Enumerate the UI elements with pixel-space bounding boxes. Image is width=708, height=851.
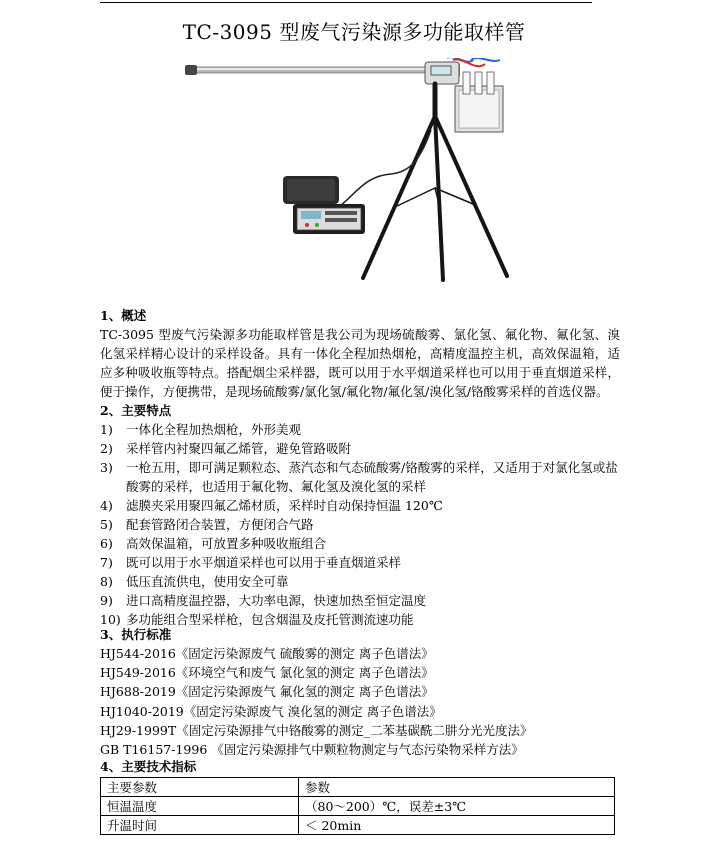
table-header-row [101,778,615,797]
list-item: 7) 既可以用于水平烟道采样也可以用于垂直烟道采样 [100,555,402,570]
features-list [100,420,620,629]
overview-heading: 1、概述 [100,308,147,323]
table-cell: 升温时间 [101,816,299,835]
standard-item: HJ29-1999T《固定污染源排气中铬酸雾的测定_二苯基碳酰二肼分光光度法》 [100,722,533,738]
specs-heading: 4、主要技术指标 [100,759,197,774]
table-row [101,797,615,816]
table-cell: （80～200）℃，误差±3℃ [299,797,615,816]
page-title: TC-3095 型废气污染源多功能取样管 [182,20,526,44]
section-standards [100,625,620,759]
standards-heading: 3、执行标准 [100,627,172,642]
table-header-cell: 主要参数 [101,778,299,797]
section-features [100,401,620,629]
standard-item: HJ688-2019《固定污染源废气 氟化氢的测定 离子色谱法》 [100,684,434,700]
list-item: 6) 高效保温箱，可放置多种吸收瓶组合 [100,536,327,551]
list-item: 1) 一体化全程加热烟枪，外形美观 [100,422,302,437]
table-header-cell: 参数 [299,778,615,797]
standard-item: HJ549-2016《环境空气和废气 氯化氢的测定 离子色谱法》 [100,665,434,681]
standard-item: HJ1040-2019《固定污染源废气 溴化氢的测定 离子色谱法》 [100,703,442,719]
section-overview [100,306,620,401]
features-heading: 2、主要特点 [100,403,172,418]
standard-item: GB T16157-1996 《固定污染源排气中颗粒物测定与气态污染物采样方法》 [100,742,524,758]
table-row [101,816,615,835]
list-item: 10) 多功能组合型采样枪，包含烟温及皮托管测流速功能 [100,612,414,627]
product-image [185,58,530,283]
list-item: 8) 低压直流供电，使用安全可靠 [100,574,289,589]
list-item: 4) 滤膜夹采用聚四氟乙烯材质，采样时自动保持恒温 120℃ [100,498,443,513]
spec-table [100,777,615,835]
list-item: 9) 进口高精度温控器，大功率电源，快速加热至恒定温度 [100,593,427,608]
list-item: 5) 配套管路闭合装置，方便闭合气路 [100,517,314,532]
table-cell: 恒温温度 [101,797,299,816]
header-rule [100,2,592,3]
section-specs [100,757,620,835]
table-cell: ＜ 20min [299,816,615,835]
list-item: 3) 一枪五用，即可满足颗粒态、蒸汽态和气态硫酸雾/铬酸雾的采样，又适用于对氯化氢或盐酸雾的采样，也适用于氟化物、氟化氢及溴化氢的采样 [100,460,618,494]
list-item: 2) 采样管内衬聚四氟乙烯管，避免管路吸附 [100,441,352,456]
standard-item: HJ544-2016《固定污染源废气 硫酸雾的测定 离子色谱法》 [100,646,434,661]
insulated-box-icon [455,72,503,132]
overview-paragraph: TC-3095 型废气污染源多功能取样管是我公司为现场硫酸雾、氯化氢、氟化物、氟化氢、溴化氢采样精心设计的采样设备。具有一体化全程加热烟枪，高精度温控主机，高效保温箱，适应多种吸收瓶等特点。搭配烟尘采样器，既可以用于水平烟道采样也可以用于垂直烟道采样，便于操作，方便携带，是现场硫酸雾/氯化氢/氟化物/氟化氢/溴化氢/铬酸雾采样的首选仪器。 [100,327,620,399]
control-case-icon [283,176,365,234]
sampling-probe-icon [185,63,460,77]
